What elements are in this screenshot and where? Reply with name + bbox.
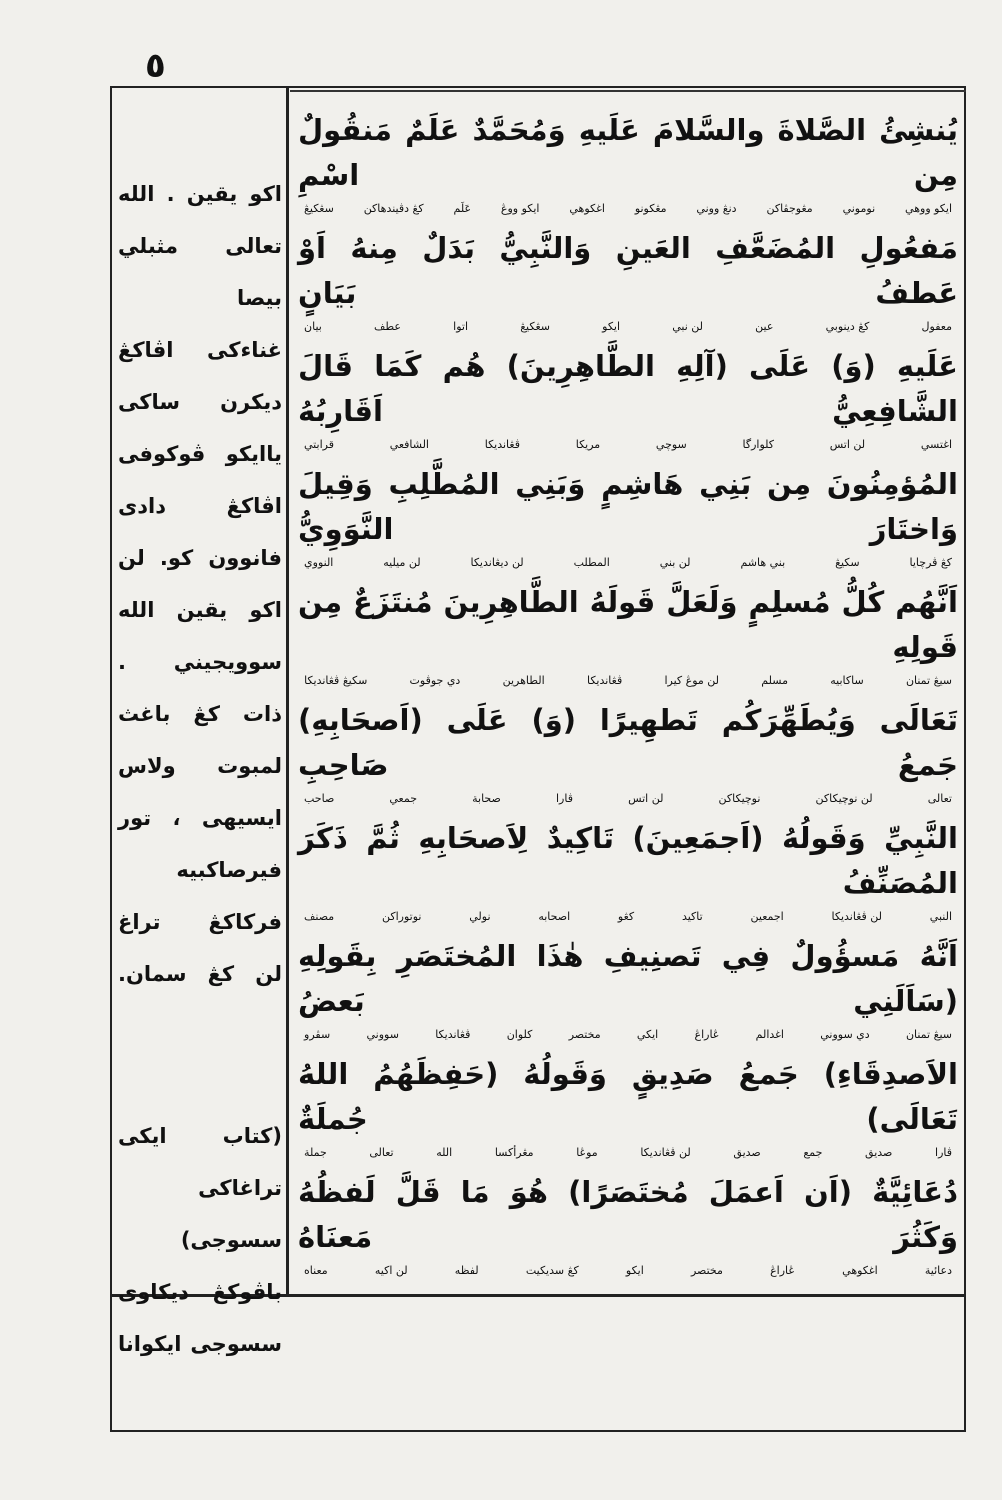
- interlinear-gloss: اجمعين: [750, 910, 784, 924]
- main-text-line: يُنشِئُ الصَّلاةَ والسَّلامَ عَلَيهِ وَمُحَمَّدٌ عَلَمٌ مَنقُولٌ مِن اسْمِ: [298, 113, 958, 193]
- side-text-line: اڤاکڠ دادی: [118, 494, 282, 518]
- interlinear-gloss: ڤڠانديكا: [484, 438, 520, 452]
- interlinear-gloss: كڠو: [617, 910, 635, 924]
- interlinear-gloss: مڠكونو: [634, 202, 667, 216]
- text-line-block: [298, 816, 958, 925]
- interlinear-gloss: كڠ ڤرچايا: [909, 556, 952, 570]
- interlinear-gloss: اغدالم: [755, 1028, 784, 1042]
- interlinear-gloss: جمع: [803, 1146, 823, 1160]
- interlinear-gloss: الشافعي: [389, 438, 429, 452]
- side-text-line: اکو يقين . الله: [118, 182, 282, 206]
- main-text-column: [298, 104, 958, 1284]
- interlinear-gloss: لن ڤڠانديكا: [831, 910, 882, 924]
- interlinear-gloss: ايكو: [602, 320, 621, 334]
- interlinear-gloss: لن نوچيكاكن: [815, 792, 873, 806]
- main-text-line: اَنَّهُ مَسؤُولٌ فِي تَصنِيفِ هٰذَا المُختَصَرِ بِقَولِهِ (سَاَلَنِي بَعضُ: [298, 939, 958, 1019]
- interlinear-gloss: دي سووني: [820, 1028, 870, 1042]
- interlinear-gloss: صاحب: [304, 792, 335, 806]
- interlinear-gloss: تعالى: [369, 1146, 394, 1160]
- interlinear-gloss-row: [298, 906, 958, 926]
- interlinear-gloss: ڠاراڠ: [694, 1028, 720, 1042]
- interlinear-gloss-row: [298, 434, 958, 454]
- side-text-line: سوويجيني .: [118, 650, 282, 674]
- interlinear-gloss: ڠاراڠ: [770, 1264, 795, 1278]
- interlinear-gloss: سڤرو: [304, 1028, 331, 1042]
- interlinear-gloss: ڤارا: [935, 1146, 952, 1160]
- interlinear-gloss: ڤڠانديكا: [435, 1028, 471, 1042]
- text-line-block: [298, 580, 958, 689]
- interlinear-gloss: لن اكيه: [374, 1264, 408, 1278]
- main-text-line: الاَصدِقَاءِ) جَمعُ صَدِيقٍ وَقَولُهُ (حَفِظَهُمُ اللهُ تَعَالَى) جُملَةٌ: [298, 1057, 958, 1137]
- interlinear-gloss: تاكيد: [681, 910, 703, 924]
- text-line-block: [298, 934, 958, 1043]
- interlinear-gloss: النبي: [929, 910, 952, 924]
- interlinear-gloss: كڠ دڤيندهاكن: [363, 202, 424, 216]
- interlinear-gloss: ڤڠانديكا: [586, 674, 623, 688]
- interlinear-gloss: بني هاشم: [740, 556, 786, 570]
- side-text-line: تعالى مثبلي بيصا: [118, 234, 282, 310]
- interlinear-gloss: نوچيكاكن: [718, 792, 761, 806]
- interlinear-gloss: لن بني: [659, 556, 691, 570]
- interlinear-gloss: عَلَم: [453, 202, 472, 216]
- interlinear-gloss: لن ديڠانديكا: [470, 556, 524, 570]
- side-text-line: (کتاب ايکی: [118, 1124, 282, 1148]
- interlinear-gloss: سڠكيڠ: [304, 202, 334, 216]
- interlinear-gloss: عين: [755, 320, 774, 334]
- interlinear-gloss: اتوا: [453, 320, 469, 334]
- interlinear-gloss: سيڠ تمنان: [905, 674, 952, 688]
- interlinear-gloss: موڠا: [576, 1146, 598, 1160]
- interlinear-gloss: دنڠ ووني: [696, 202, 737, 216]
- interlinear-gloss: جملة: [304, 1146, 327, 1160]
- interlinear-gloss: ايكي: [636, 1028, 659, 1042]
- interlinear-gloss: دعائية: [924, 1264, 952, 1278]
- interlinear-gloss: تعالى: [927, 792, 952, 806]
- side-text-line: فانوون کو. لن: [118, 546, 282, 570]
- interlinear-gloss: ڤارا: [555, 792, 573, 806]
- interlinear-gloss: الله: [436, 1146, 453, 1160]
- interlinear-gloss: اغكوهي: [842, 1264, 878, 1278]
- interlinear-gloss: عطف: [374, 320, 401, 334]
- interlinear-gloss: قرابتي: [304, 438, 334, 452]
- interlinear-gloss: لن ميليه: [383, 556, 421, 570]
- main-text-line: النَّبِيِّ وَقَولُهُ (اَجمَعِينَ) تَاكِيدٌ لِاَصحَابِهِ ثُمَّ ذَكَرَ المُصَنِّفُ: [298, 821, 958, 901]
- interlinear-gloss-row: [298, 788, 958, 808]
- interlinear-gloss: ايكو: [625, 1264, 644, 1278]
- side-text-line: غناءکی اڤاکڠ: [118, 338, 282, 362]
- interlinear-gloss: مڠوجڤاكن: [766, 202, 813, 216]
- interlinear-gloss-row: [298, 316, 958, 336]
- interlinear-gloss: مصنف: [304, 910, 335, 924]
- interlinear-gloss: نوموني: [842, 202, 876, 216]
- main-text-line: دُعَائِيَّةٌ (اَن اَعمَلَ مُختَصَرًا) هُوَ مَا قَلَّ لَفظُهُ وَكَثُرَ مَعنَاهُ: [298, 1175, 958, 1255]
- interlinear-gloss: مسلم: [761, 674, 788, 688]
- interlinear-gloss: ساكابيه: [830, 674, 864, 688]
- main-text-line: المُؤمِنُونَ مِن بَنِي هَاشِمٍ وَبَنِي المُطَّلِبِ وَقِيلَ وَاختَارَ النَّوَوِيُّ: [298, 467, 958, 547]
- side-text-line: ياايکو ڤوکوفی: [118, 442, 282, 466]
- interlinear-gloss: جمعي: [389, 792, 418, 806]
- interlinear-gloss: كڠ سديكيت: [525, 1264, 579, 1278]
- interlinear-gloss: سكيڠ: [835, 556, 860, 570]
- interlinear-gloss: ايكو ووڠ: [500, 202, 540, 216]
- main-text-line: مَفعُولِ المُضَعَّفِ العَينِ وَالنَّبِيُّ بَدَلٌ مِنهُ اَوْ عَطفُ بَيَانٍ: [298, 231, 958, 311]
- interlinear-gloss: الطاهرين: [502, 674, 545, 688]
- interlinear-gloss: معفول: [921, 320, 952, 334]
- interlinear-gloss: سيڠ تمنان: [905, 1028, 952, 1042]
- interlinear-gloss: ايکو ووهي: [905, 202, 952, 216]
- side-block-spacer: [118, 1000, 282, 1110]
- text-line-block: [298, 344, 958, 453]
- column-divider: [286, 86, 289, 1296]
- interlinear-gloss-row: [298, 670, 958, 690]
- main-text-line: عَلَيهِ (وَ) عَلَى (آلِهِ الطَّاهِرِينَ) هُم كَمَا قَالَ الشَّافِعِيُّ اَقَارِبُهُ: [298, 349, 958, 429]
- interlinear-gloss-row: [298, 1260, 958, 1280]
- interlinear-gloss: مختصر: [568, 1028, 601, 1042]
- main-text-line: اَنَّهُم كُلُّ مُسلِمٍ وَلَعَلَّ قَولَهُ الطَّاهِرِينَ مُنتَزَعٌ مِن قَولِهِ: [298, 585, 958, 665]
- interlinear-gloss: مختصر: [690, 1264, 723, 1278]
- side-text-line: باڤوکڠ دیکاوی: [118, 1280, 282, 1304]
- interlinear-gloss: صديق: [733, 1146, 761, 1160]
- interlinear-gloss: لفظه: [454, 1264, 479, 1278]
- interlinear-gloss: لن اتس: [628, 792, 664, 806]
- interlinear-gloss-row: [298, 552, 958, 572]
- interlinear-gloss: اغتسي: [920, 438, 952, 452]
- interlinear-gloss: سكيڠ ڤڠانديكا: [304, 674, 368, 688]
- text-line-block: [298, 226, 958, 335]
- interlinear-gloss-row: [298, 198, 958, 218]
- page-number: ٥: [145, 46, 166, 86]
- text-line-block: [298, 108, 958, 217]
- interlinear-gloss: المطلب: [573, 556, 610, 570]
- side-commentary-column: [118, 168, 282, 1370]
- interlinear-gloss: لن نبي: [672, 320, 703, 334]
- interlinear-gloss: نولي: [469, 910, 491, 924]
- interlinear-gloss: لن ڤڠانديكا: [640, 1146, 691, 1160]
- interlinear-gloss: كڠ دينوبي: [825, 320, 870, 334]
- side-text-line: اکو يقين الله: [118, 598, 282, 622]
- side-text-line: تراغاکی سسوجی): [180, 1176, 282, 1252]
- interlinear-gloss: صديق: [865, 1146, 893, 1160]
- interlinear-gloss: دي جوڤوت: [409, 674, 461, 688]
- side-text-line: ذات کڠ باغث: [118, 702, 282, 726]
- side-text-line: فيرصاکبيه: [176, 858, 282, 882]
- frame-inner-rule: [290, 90, 966, 92]
- interlinear-gloss: لن اتس: [829, 438, 866, 452]
- interlinear-gloss-row: [298, 1142, 958, 1162]
- interlinear-gloss-row: [298, 1024, 958, 1044]
- interlinear-gloss: بيان: [304, 320, 322, 334]
- interlinear-gloss: سوچي: [655, 438, 687, 452]
- interlinear-gloss: اغكوهي: [569, 202, 605, 216]
- interlinear-gloss: سڠكيڠ: [520, 320, 550, 334]
- interlinear-gloss: صحابة: [472, 792, 501, 806]
- side-text-line: فرکاکڠ تراغ: [118, 910, 282, 934]
- text-line-block: [298, 1052, 958, 1161]
- interlinear-gloss: كلوارگا: [742, 438, 775, 452]
- side-text-line: لن کڠ سمان.: [118, 962, 282, 986]
- interlinear-gloss: نوتوراكن: [381, 910, 422, 924]
- interlinear-gloss: النووي: [304, 556, 334, 570]
- side-text-line: ايسيهی ، تور: [118, 806, 282, 830]
- interlinear-gloss: كلوان: [506, 1028, 533, 1042]
- side-text-line: سسوجی ايکوانا: [118, 1332, 282, 1356]
- text-line-block: [298, 462, 958, 571]
- interlinear-gloss: اصحابه: [538, 910, 571, 924]
- side-text-line: دیکرن ساکی: [118, 390, 282, 414]
- interlinear-gloss: مريكا: [575, 438, 601, 452]
- interlinear-gloss: لن موڠ كيرا: [664, 674, 720, 688]
- interlinear-gloss: سووني: [366, 1028, 399, 1042]
- side-text-line: لمبوت ولاس: [118, 754, 282, 778]
- text-line-block: [298, 698, 958, 807]
- interlinear-gloss: معناه: [304, 1264, 328, 1278]
- interlinear-gloss: مڠرأكسا: [494, 1146, 534, 1160]
- main-text-line: تَعَالَى وَيُطَهِّرَكُم تَطهِيرًا (وَ) عَلَى (اَصحَابِهِ) جَمعُ صَاحِبِ: [298, 703, 958, 783]
- text-line-block: [298, 1170, 958, 1279]
